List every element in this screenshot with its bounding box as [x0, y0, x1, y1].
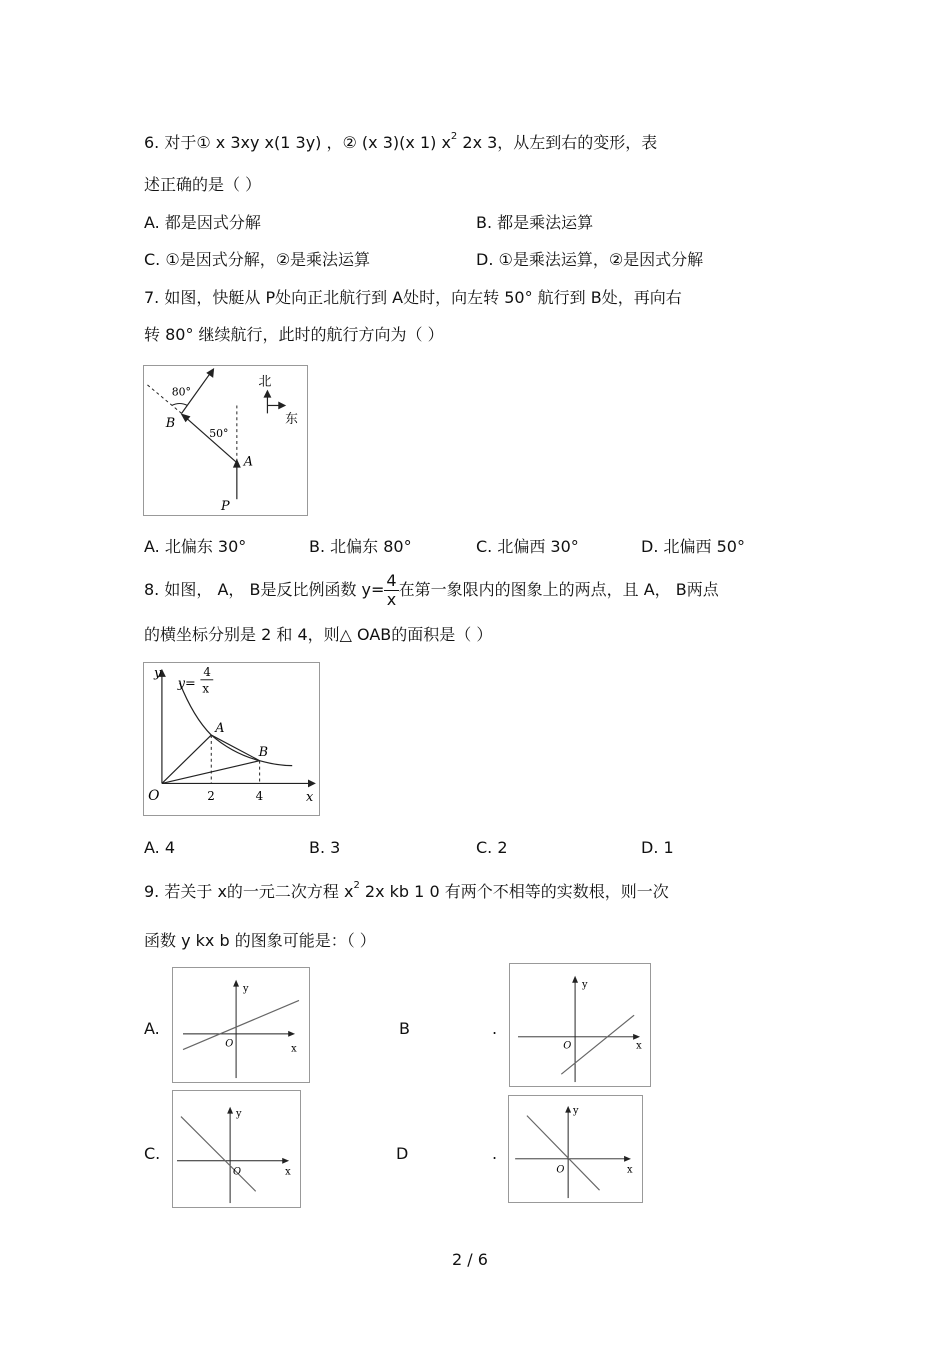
q7-compass-east-arrow [278, 402, 286, 410]
q8-segment-ab [211, 735, 259, 761]
q8-option-d: D. 1 [641, 838, 674, 857]
q8-figure [143, 662, 320, 816]
q8-tick-2: 2 [207, 789, 215, 804]
q9d-y-arrow [565, 1106, 571, 1113]
q8-segment-oa [162, 735, 211, 783]
q7-label-a: A [243, 454, 254, 470]
q8-option-c: C. 2 [476, 838, 508, 857]
q7-option-b: B. 北偏东 80° [309, 537, 412, 556]
q6-option-d: D. ①是乘法运算，②是因式分解 [476, 250, 704, 269]
q9c-label-o: O [233, 1166, 242, 1178]
q7-label-b: B [165, 416, 176, 432]
q9d-label-o: O [556, 1164, 565, 1176]
q9-graph-c [172, 1090, 301, 1208]
q9c-y-arrow [227, 1107, 233, 1114]
q9-graph-c-svg [173, 1091, 300, 1207]
q6-option-c: C. ①是因式分解，②是乘法运算 [144, 250, 371, 269]
q8-label-o: O [148, 788, 160, 805]
q8-label-y: y [154, 665, 162, 681]
q9c-label-y: y [236, 1108, 242, 1120]
q8-figure-svg [144, 663, 319, 815]
q9c-x-arrow [282, 1158, 289, 1164]
q9a-x-arrow [288, 1031, 295, 1037]
q7-option-c: C. 北偏西 30° [476, 537, 579, 556]
q9-line2: 函数 y kx b 的图象可能是：（ ） [144, 931, 376, 950]
q9a-label-x: x [291, 1043, 297, 1055]
q6-line1: 6. 对于① x 3xy x(1 3y) ，② (x 3)(x 1) $x^2$ 2x 3，从左到右的变形，表 [144, 131, 658, 152]
q9b-line [561, 1015, 634, 1074]
q9d-line [527, 1116, 600, 1191]
q9b-label-x: x [636, 1040, 642, 1052]
q9-option-b-dot: . [492, 1019, 498, 1038]
q9-option-d-label: D [396, 1144, 409, 1163]
q8-tick-4: 4 [255, 789, 264, 804]
q9d-label-y: y [573, 1105, 579, 1117]
page-number: 2 / 6 [452, 1250, 488, 1269]
q7-line1: 7. 如图，快艇从 P处向正北航行到 A处时，向左转 50° 航行到 B处，再向右 [144, 288, 682, 307]
q9-option-a-label: A. [144, 1019, 160, 1038]
q7-figure-svg [144, 366, 307, 515]
q7-angle-50: 50° [209, 427, 229, 441]
q9b-x-arrow [633, 1034, 640, 1040]
q8-func-num: 4 [203, 664, 211, 679]
q9a-label-o: O [225, 1038, 234, 1050]
q9-graph-b-svg [510, 964, 650, 1086]
q8-func-y: y= [177, 676, 196, 692]
q9b-y-arrow [572, 976, 578, 983]
q8-fraction: $\frac{4}{x}$ [386, 571, 397, 609]
q8-line1: 8. 如图， A， B是反比例函数 y= $\frac{4}{x}$ 在第一象限内的图象上的两点，且 A， B两点 [144, 571, 719, 609]
q8-line2: 的横坐标分别是 2 和 4，则△ OAB的面积是（ ） [144, 625, 493, 644]
q7-figure [143, 365, 308, 516]
q9-graph-a [172, 967, 310, 1083]
q7-label-p: P [221, 499, 230, 515]
q9-option-d-dot: . [492, 1144, 498, 1163]
q9-option-c-label: C. [144, 1144, 161, 1163]
q9-line1: 9. 若关于 x的一元二次方程 $x^2$ 2x kb 1 0 有两个不相等的实数根，则一次 [144, 880, 669, 901]
q6-option-b: B. 都是乘法运算 [476, 213, 594, 232]
q9c-line [181, 1117, 256, 1192]
q9b-label-y: y [581, 979, 588, 991]
q8-label-a: A [215, 721, 225, 737]
q7-option-a: A. 北偏东 30° [144, 537, 247, 556]
q7-line2: 转 80° 继续航行，此时的航行方向为（ ） [144, 325, 444, 344]
q9-graph-d-svg [509, 1096, 642, 1202]
q7-north-label: 北 [258, 374, 272, 390]
q9a-line [183, 1000, 299, 1049]
q7-angle-80: 80° [171, 385, 191, 399]
q8-func-den: x [202, 681, 210, 696]
q9c-label-x: x [285, 1166, 291, 1178]
q8-curve [180, 683, 293, 766]
q9a-label-y: y [242, 983, 249, 995]
q9-graph-a-svg [173, 968, 309, 1082]
q8-label-b: B [258, 744, 269, 760]
q7-angle-arc [172, 403, 188, 405]
q8-option-b: B. 3 [309, 838, 341, 857]
q9-graph-d [508, 1095, 643, 1203]
q6-option-a: A. 都是因式分解 [144, 213, 261, 232]
q8-option-a: A. 4 [144, 838, 176, 857]
q6-line2: 述正确的是（ ） [144, 175, 262, 194]
q7-east-label: 东 [285, 412, 299, 428]
q9a-y-arrow [233, 980, 239, 987]
q9b-label-o: O [563, 1040, 572, 1052]
q9-option-b-label: B [399, 1019, 410, 1038]
q9d-label-x: x [627, 1164, 633, 1176]
q9-graph-b [509, 963, 651, 1087]
q9d-x-arrow [624, 1156, 631, 1162]
q8-label-x: x [306, 790, 314, 806]
q7-compass-north-arrow [263, 390, 271, 398]
q7-option-d: D. 北偏西 50° [641, 537, 745, 556]
q8-x-arrow [308, 779, 316, 787]
